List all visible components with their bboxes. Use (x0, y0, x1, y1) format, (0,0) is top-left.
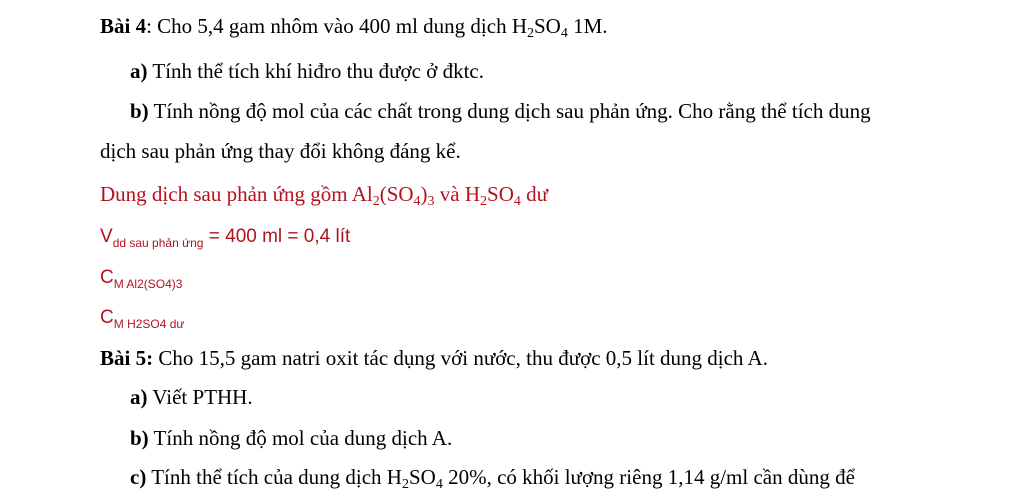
concentration-subscript: M H2SO4 dư (113, 317, 185, 331)
question-text: SO (408, 465, 436, 489)
question-label: b) (130, 426, 149, 450)
question-text: Tính nồng độ mol của dung dịch A. (148, 426, 453, 450)
answer-sub: 4 (513, 194, 521, 209)
question-text: Tính thể tích của dung dịch H (146, 465, 402, 489)
question-label: c) (130, 465, 147, 489)
answer-text: Dung dịch sau phản ứng gồm Al (100, 182, 373, 206)
concentration-symbol: C (100, 267, 114, 288)
volume-subscript: dd sau phản ứng (112, 236, 204, 250)
bai4-question-b (130, 98, 871, 124)
bai5-question-b (130, 425, 452, 451)
question-text: Tính thể tích khí hiđro thu được ở đktc. (147, 59, 484, 83)
bai4-intro-text: : Cho 5,4 gam nhôm vào 400 ml dung dịch H (146, 14, 527, 38)
bai5-intro (100, 345, 768, 371)
answer-sub: 2 (372, 194, 380, 209)
bai5-question-a (130, 384, 253, 410)
concentration-subscript: M Al2(SO4)3 (113, 277, 183, 291)
question-text: Viết PTHH. (147, 385, 253, 409)
bai4-label: Bài 4 (100, 14, 147, 38)
bai4-question-a (130, 58, 484, 84)
question-text: dịch sau phản ứng thay đổi không đáng kể. (100, 139, 461, 163)
bai5-label: Bài 5: (100, 346, 154, 370)
bai5-intro-text: Cho 15,5 gam natri oxit tác dụng với nước, thu được 0,5 lít dung dịch A. (153, 346, 768, 370)
question-label: a) (130, 385, 148, 409)
volume-expression: = 400 ml = 0,4 lít (203, 226, 351, 247)
bai4-sub: 4 (560, 26, 568, 41)
bai4-question-b-continued (100, 138, 461, 164)
question-text: Tính nồng độ mol của các chất trong dung dịch sau phản ứng. Cho rằng thể tích dung (148, 99, 871, 123)
answer-solution-species (100, 181, 548, 207)
answer-sub: 3 (427, 194, 435, 209)
answer-volume (100, 222, 350, 250)
answer-text: dư (520, 182, 549, 206)
answer-sub: 4 (413, 194, 421, 209)
bai4-intro-end: 1M. (567, 14, 608, 38)
question-sub: 4 (435, 477, 443, 492)
question-sub: 2 (401, 477, 409, 492)
answer-concentration-h2so4 (100, 303, 184, 331)
bai5-question-c (130, 464, 855, 490)
volume-symbol: V (100, 226, 113, 247)
question-label: a) (130, 59, 148, 83)
question-text: 20%, có khối lượng riêng 1,14 g/ml cần dùng để (442, 465, 855, 489)
answer-sub: 2 (480, 194, 488, 209)
bai4-intro (100, 13, 608, 39)
answer-concentration-al2so43 (100, 263, 182, 291)
answer-text: SO (487, 182, 514, 206)
concentration-symbol: C (100, 307, 114, 328)
question-label: b) (130, 99, 149, 123)
answer-text: ) (420, 182, 428, 206)
answer-text: (SO (379, 182, 414, 206)
bai4-sub: 2 (527, 26, 534, 41)
answer-text: và H (434, 182, 481, 206)
bai4-so: SO (534, 14, 561, 38)
